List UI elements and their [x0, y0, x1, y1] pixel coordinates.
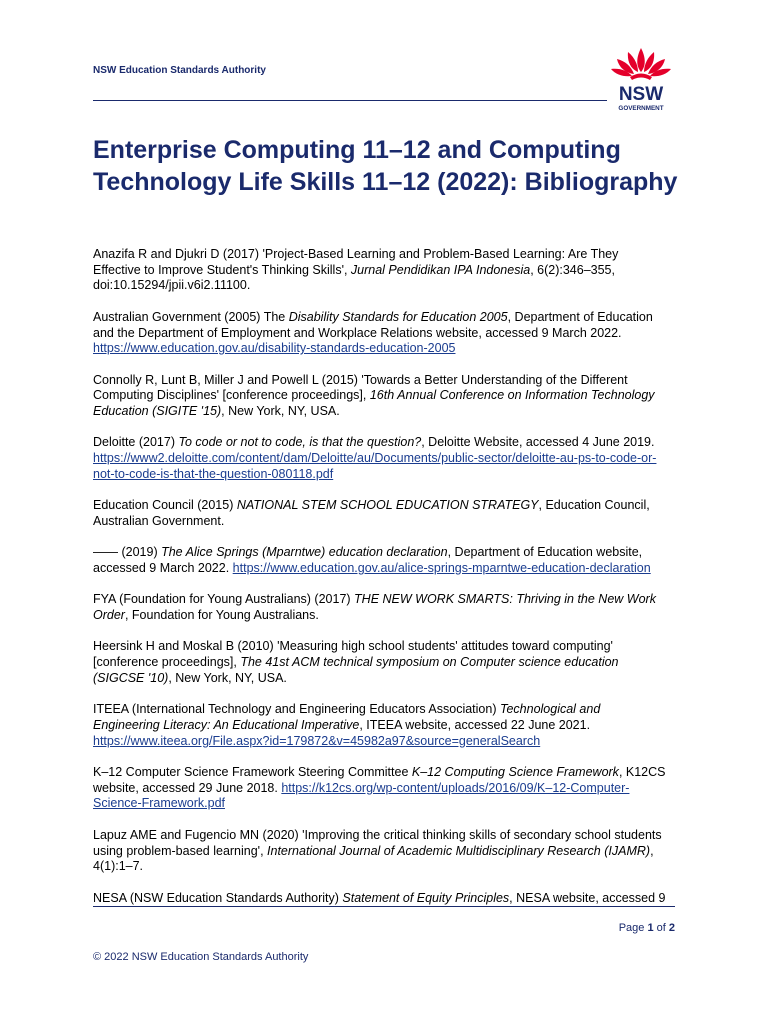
logo-subtext: GOVERNMENT: [618, 105, 664, 112]
entry-link[interactable]: https://k12cs.org/wp-content/uploads/2016/09/K–12-Computer-Science-Framework.pdf: [93, 780, 630, 811]
entry-details: , New York, NY, USA.: [168, 670, 287, 685]
entry-details: , New York, NY, USA.: [221, 404, 340, 418]
entry-text: FYA (Foundation for Young Australians) (2017): [93, 592, 355, 607]
entry-text: K–12 Computer Science Framework Steering Committee: [93, 765, 412, 780]
page-prefix: Page: [618, 922, 648, 934]
entry-text: Deloitte (2017): [93, 435, 179, 450]
logo-text: NSW: [618, 84, 664, 105]
entry-title: Disability Standards for Education 2005: [288, 309, 508, 324]
entry-details: , NESA website, accessed 9: [509, 890, 666, 905]
entry-link[interactable]: https://www.education.gov.au/disability-standards-education-2005: [93, 341, 456, 356]
bibliography-entry: [93, 545, 668, 576]
entry-details: , Department of Education website, accessed 9 March 2022.: [93, 545, 643, 575]
entry-link[interactable]: https://www.iteea.org/File.aspx?id=179872&v=45982a97&source=generalSearch: [93, 733, 541, 748]
bibliography-entry: [93, 373, 668, 420]
bibliography-entry: [93, 891, 668, 906]
entry-title: THE NEW WORK SMARTS: Thriving in the New Work Order: [93, 592, 656, 623]
bibliography-entry: [93, 828, 668, 875]
entry-text: Connolly R, Lunt B, Miller J and Powell L (2015) 'Towards a Better Understanding of the Different Computing Disciplines' [conference proceedings],: [93, 372, 628, 403]
entry-title: Statement of Equity Principles: [342, 890, 510, 905]
copyright-notice: © 2022 NSW Education Standards Authority: [93, 951, 309, 963]
entry-details: , K12CS website, accessed 29 June 2018.: [93, 765, 666, 795]
entry-details: , Foundation for Young Australians.: [124, 608, 319, 623]
bibliography-entry: [93, 592, 668, 623]
entry-text: Lapuz AME and Fugencio MN (2020) 'Improving the critical thinking skills of secondary school students using problem-based learning',: [93, 827, 662, 858]
page-title: Enterprise Computing 11–12 and Computing Technology Life Skills 11–12 (2022): Bibliography: [93, 136, 678, 196]
reference-list: [93, 247, 668, 906]
entry-title: International Journal of Academic Multidisciplinary Research (IJAMR): [267, 843, 651, 858]
entry-title: 16th Annual Conference on Information Technology Education (SIGITE '15): [93, 388, 655, 418]
bibliography-entry: [93, 310, 668, 357]
header-organisation: NSW Education Standards Authority: [93, 65, 266, 76]
entry-title: NATIONAL STEM SCHOOL EDUCATION STRATEGY: [236, 498, 539, 513]
page-number: [619, 922, 675, 934]
entry-details: , Department of Education and the Department of Employment and Workplace Relations website, accessed 9 March 2022.: [93, 309, 653, 340]
entry-details: , 6(2):346–355, doi:10.15294/jpii.v6i2.11100.: [93, 262, 615, 293]
entry-title: Jurnal Pendidikan IPA Indonesia: [350, 262, 531, 277]
page-current: 1: [647, 922, 654, 934]
entry-details: , ITEEA website, accessed 22 June 2021.: [359, 717, 591, 732]
entry-text: NESA (NSW Education Standards Authority): [93, 890, 343, 905]
entry-details: , 4(1):1–7.: [93, 843, 654, 874]
entry-title: The Alice Springs (Mparntwe) education declaration: [161, 545, 448, 560]
entry-text: Heersink H and Moskal B (2010) 'Measuring high school students' attitudes toward computing' [conference proceedings],: [93, 639, 613, 670]
entry-details: , Deloitte Website, accessed 4 June 2019.: [421, 435, 655, 450]
entry-text: ITEEA (International Technology and Engineering Educators Association): [93, 702, 500, 717]
entry-details: , Education Council, Australian Government.: [93, 498, 650, 528]
entry-link[interactable]: https://www.education.gov.au/alice-springs-mparntwe-education-declaration: [232, 560, 651, 575]
bibliography-entry: [93, 765, 668, 812]
entry-title: Technological and Engineering Literacy: An Educational Imperative: [93, 702, 601, 732]
entry-title: The 41st ACM technical symposium on Computer science education (SIGCSE '10): [93, 655, 619, 685]
entry-text: Education Council (2015): [93, 498, 237, 513]
bibliography-entry: [93, 702, 668, 749]
entry-link[interactable]: https://www2.deloitte.com/content/dam/Deloitte/au/Documents/public-sector/deloitte-au-ps-to-code-or-not-to-code-is-that-the-question-080118.pdf: [93, 451, 657, 481]
entry-text: —— (2019): [93, 545, 162, 560]
entry-text: Australian Government (2005) The: [93, 309, 289, 324]
entry-title: K–12 Computing Science Framework: [411, 765, 619, 780]
bibliography-entry: [93, 498, 668, 529]
bibliography-entry: [93, 639, 668, 686]
bibliography-entry: [93, 435, 668, 482]
entry-text: Anazifa R and Djukri D (2017) 'Project-Based Learning and Problem-Based Learning: Are They Effective to Improve Student's Thinking Skills',: [93, 247, 619, 277]
footer-divider: [93, 906, 675, 907]
page-of: of: [653, 922, 669, 934]
entry-title: To code or not to code, is that the question?: [178, 435, 422, 450]
bibliography-entry: [93, 247, 668, 294]
page-total: 2: [668, 922, 675, 934]
